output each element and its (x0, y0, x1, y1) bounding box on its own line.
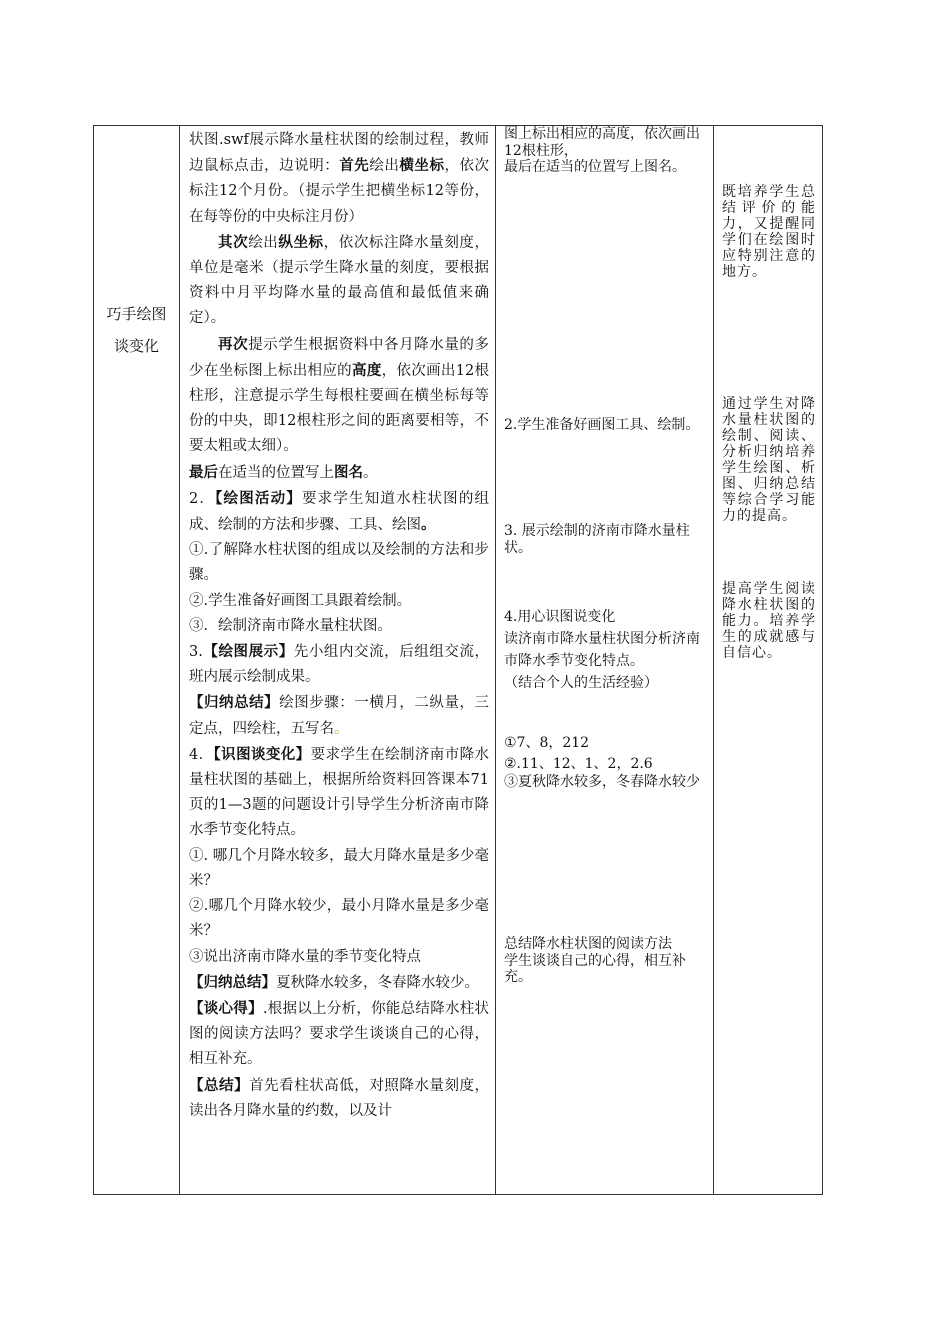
text-span: .根据以上分析，你能总结降水柱状图的阅读方法吗？要求学生谈谈自己的心得，相互补充。 (189, 1000, 490, 1068)
text-span: 。 (363, 464, 378, 481)
student-text: 4.用心识图说变化 (504, 609, 616, 625)
text-span: 要求学生在绘制济南市降水量柱状图的基础上，根据所给资料回答课本71页的1—3题的问题设计引导学生分析济南市降水季节变化特点。 (189, 746, 490, 839)
intent-block-2 (722, 396, 816, 524)
paragraph-summary-steps (189, 690, 489, 741)
intent-block-3 (722, 581, 816, 661)
student-block-5 (504, 936, 704, 986)
teacher-activity-text (189, 128, 489, 1124)
text-span: 。 (421, 516, 436, 534)
student-text: 最后在适当的位置写上图名。 (504, 159, 686, 175)
intent-block-1 (722, 184, 816, 280)
question-3: ③说出济南市降水量的季节变化特点 (189, 948, 421, 965)
text-span: 4． (189, 746, 214, 763)
heading-summary: 【归纳总结】 (189, 694, 280, 712)
teacher-activity-cell (180, 126, 496, 1195)
heading-conclusion: 【总结】 (189, 1076, 250, 1094)
paragraph-drawing-showcase (189, 639, 489, 690)
section-name-line2: 谈变化 (113, 337, 159, 355)
text-span: 状图.swf展示降水量柱状图的绘制过程，教师边鼠标点击，边说明： (189, 132, 489, 175)
keyword-horizontal-axis: 横坐标 (399, 157, 445, 175)
student-text: 图上标出相应的高度，依次画出12根柱形， (504, 126, 700, 159)
student-block-4 (504, 606, 704, 694)
student-answers (504, 735, 704, 791)
text-span: 先小组内交流，后组组交流，班内展示绘制成果。 (189, 644, 490, 686)
student-text: 3. 展示绘制的济南市降水量柱状。 (504, 523, 690, 556)
text-span: 绘出 (248, 234, 279, 251)
keyword-last: 最后 (189, 463, 218, 481)
student-text: 总结降水柱状图的阅读方法 (504, 936, 672, 952)
question-1: ①. 哪几个月降水较多，最大月降水量是多少毫米？ (189, 847, 489, 889)
paragraph-reflection (189, 996, 489, 1073)
text-span: 2． (189, 490, 216, 507)
text-span: 绘出 (369, 158, 400, 175)
student-activity-cell (496, 126, 714, 1195)
section-name-cell (94, 126, 180, 1195)
student-text: 学生谈谈自己的心得，相互补充。 (504, 952, 686, 985)
answer-1: ①7、8，212 (504, 735, 590, 751)
heading-reflection: 【谈心得】 (189, 999, 263, 1017)
student-text: 2.学生准备好画图工具、绘制。 (504, 417, 700, 433)
paragraph-step-2: ②.学生准备好画图工具跟着绘制。 (189, 592, 412, 609)
paragraph-bar-height (189, 332, 489, 460)
text-span: 。 (334, 720, 349, 737)
question-2: ②.哪几个月降水较少，最小月降水量是多少毫米？ (189, 898, 489, 940)
lesson-plan-table (93, 125, 823, 1195)
text-span: 首先看柱状高低，对照降水量刻度，读出各月降水量的约数，以及计 (189, 1077, 490, 1119)
paragraph-step-1: ①.了解降水柱状图的组成以及绘制的方法和步骤。 (189, 542, 489, 584)
text-span: 夏秋降水较多，冬春降水较少。 (276, 974, 479, 991)
student-block-1 (504, 126, 704, 176)
design-intent-cell (714, 126, 823, 1195)
paragraph-vertical-axis (189, 230, 489, 332)
keyword-first: 首先 (339, 157, 370, 175)
heading-summary: 【归纳总结】 (189, 973, 276, 991)
keyword-second: 其次 (218, 233, 249, 251)
keyword-vertical-axis: 纵坐标 (278, 233, 324, 251)
text-span: 在适当的位置写上 (218, 464, 334, 481)
section-name-line1: 巧手绘图 (106, 305, 167, 323)
intent-text: 通过学生对降水量柱状图的绘制、阅读、分析归纳培养学生绘图、析图、归纳总结等综合学习能力的提高。 (722, 396, 816, 524)
paragraph-summary-seasons (189, 970, 489, 996)
student-text: 读济南市降水量柱状图分析济南市降水季节变化特点。 (504, 631, 700, 669)
text-span: 要求学生知道水柱状图的组成、绘制的方法和步骤、工具、绘图 (189, 490, 490, 534)
paragraph-conclusion (189, 1073, 489, 1124)
text-span: 提示学生根据资料中各月降水量的多少在坐标图上标出相应的 (189, 336, 490, 379)
answer-2: ②.11、12、1、2，2.6 (504, 755, 653, 772)
heading-read-chart: 【识图谈变化】 (213, 745, 311, 763)
text-span: 绘图步骤：一横月，二纵量，三定点，四绘柱，五写名 (189, 695, 490, 737)
paragraph-drawing-activity (189, 486, 489, 538)
intent-text: 既培养学生总结评价的能力，又提醒同学们在绘图时应特别注意的地方。 (722, 184, 816, 280)
text-span: ，依次画出12根柱形，注意提示学生每根柱要画在横坐标每等份的中央，即12根柱形之间的距离要相等，不要太粗或太细）。 (189, 362, 490, 455)
intent-text: 提高学生阅读降水柱状图的能力。培养学生的成就感与自信心。 (722, 581, 816, 661)
text-span: 3. (189, 644, 203, 661)
answer-3: ③夏秋降水较多，冬春降水较少 (504, 774, 700, 790)
paragraph-chart-title (189, 460, 489, 486)
student-text: （结合个人的生活经验） (504, 675, 658, 691)
keyword-height: 高度 (352, 361, 382, 379)
text-span: ，依次标注12个月份。（提示学生把横坐标12等份，在每等份的中央标注月份） (189, 158, 490, 225)
student-block-2 (504, 417, 704, 434)
keyword-third: 再次 (218, 335, 249, 353)
heading-drawing-showcase: 【绘图展示】 (202, 643, 294, 661)
heading-drawing-activity: 【绘图活动】 (215, 489, 302, 507)
paragraph-horizontal-axis (189, 128, 489, 230)
keyword-chart-name: 图名 (334, 463, 363, 481)
table-row (94, 126, 823, 1195)
section-name (94, 298, 179, 362)
text-span: ，依次标注降水量刻度，单位是毫米（提示学生降水量的刻度，要根据资料中月平均降水量的最高值和最低值来确定）。 (189, 234, 490, 327)
paragraph-read-chart (189, 742, 489, 844)
paragraph-step-3: ③．绘制济南市降水量柱状图。 (189, 617, 392, 634)
student-block-3 (504, 523, 704, 556)
